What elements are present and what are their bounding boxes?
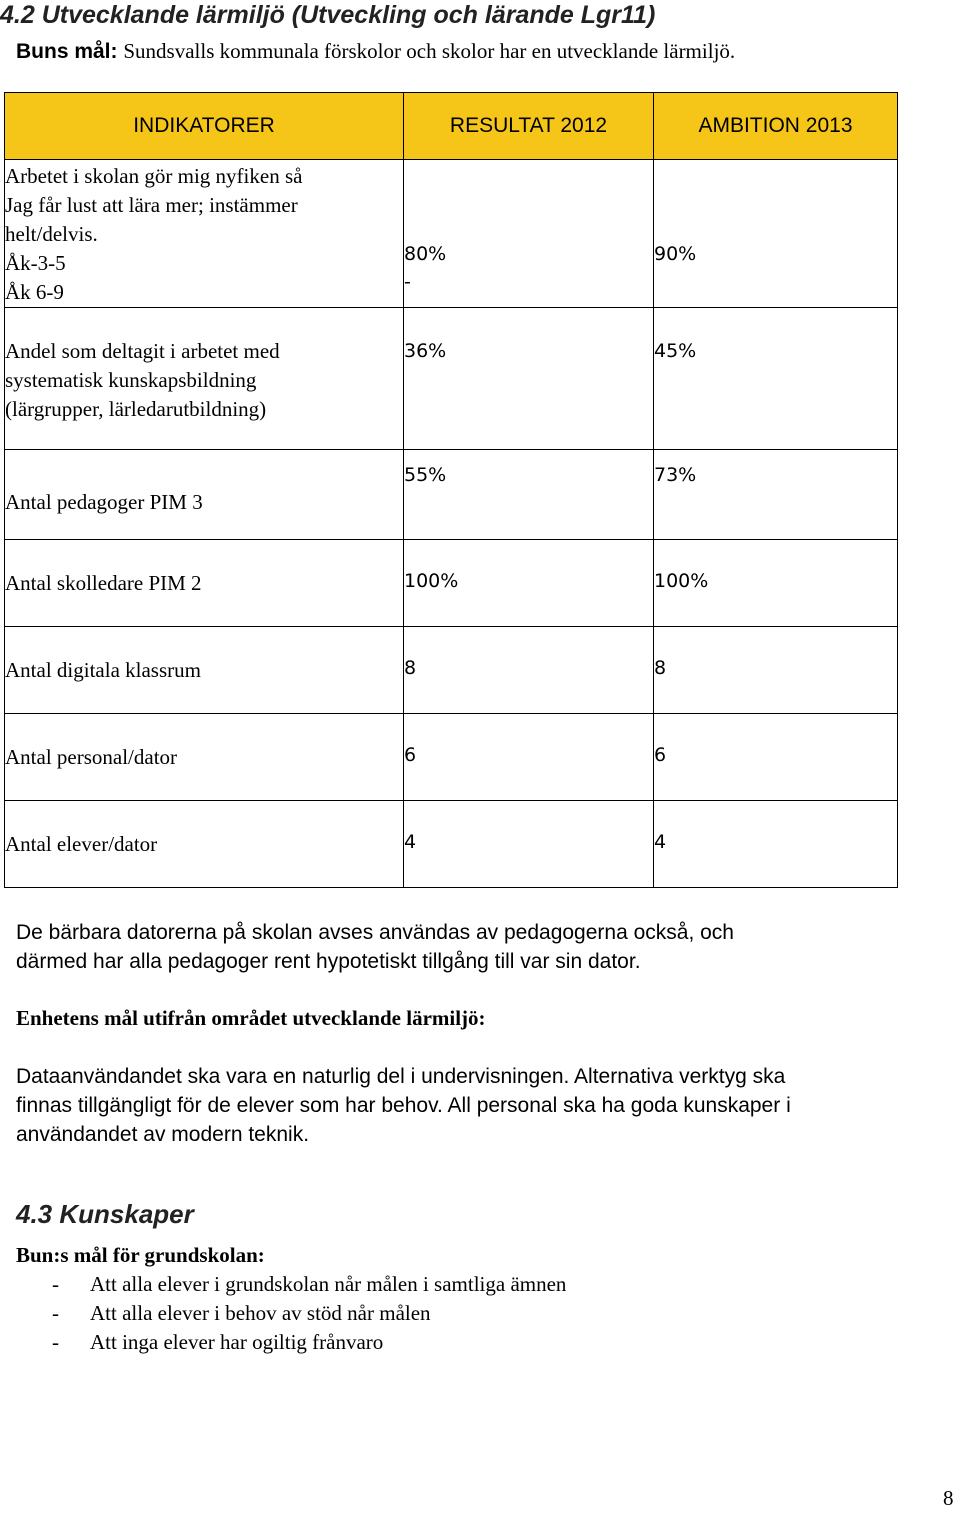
page-number: 8 — [943, 1486, 954, 1510]
result-value: 36% — [404, 340, 447, 362]
unit-goal-line: användandet av modern teknik. — [16, 1123, 310, 1146]
table-row — [5, 714, 898, 801]
header-indicators: INDIKATORER — [5, 93, 404, 160]
result-cell — [404, 801, 654, 888]
result-value: - — [404, 271, 411, 293]
ambition-value: 6 — [654, 744, 667, 766]
list-item — [52, 1328, 566, 1357]
note-paragraph — [16, 918, 916, 976]
indicator-cell — [5, 540, 404, 627]
note-line: därmed har alla pedagoger rent hypotetiskt tillgång till var sin dator. — [16, 950, 641, 973]
unit-goal-line: finnas tillgängligt för de elever som har behov. All personal ska ha goda kunskaper i — [16, 1094, 791, 1117]
result-value: 4 — [404, 831, 417, 853]
indicator-cell — [5, 801, 404, 888]
note-line: De bärbara datorerna på skolan avses användas av pedagogerna också, och — [16, 921, 734, 944]
result-cell — [404, 160, 654, 308]
goal-line — [16, 38, 735, 65]
result-value: 6 — [404, 744, 417, 766]
section-title: 4.2 Utvecklande lärmiljö (Utveckling och lärande Lgr11) — [0, 1, 656, 29]
ambition-cell — [654, 308, 898, 450]
indicator-line: Antal elever/dator — [5, 832, 158, 856]
table-row — [5, 540, 898, 627]
indicator-line: Antal pedagoger PIM 3 — [5, 490, 203, 514]
goal-label: Buns mål: — [16, 40, 118, 63]
unit-goal-line: Dataanvändandet ska vara en naturlig del i undervisningen. Alternativa verktyg ska — [16, 1065, 786, 1088]
header-result-2012: RESULTAT 2012 — [404, 93, 654, 160]
result-cell — [404, 308, 654, 450]
indicator-line: Antal digitala klassrum — [5, 658, 201, 682]
indicator-table — [4, 92, 898, 888]
indicator-line: helt/delvis. — [5, 222, 98, 246]
list-item-text: Att alla elever i behov av stöd når målen — [90, 1301, 431, 1325]
indicator-line: Åk-3-5 — [5, 251, 66, 275]
ambition-value: 45% — [654, 340, 697, 362]
result-cell — [404, 714, 654, 801]
list-bullet: - — [52, 1301, 59, 1325]
result-cell — [404, 450, 654, 540]
table-row — [5, 450, 898, 540]
unit-goal-paragraph — [16, 1062, 951, 1149]
indicator-cell — [5, 450, 404, 540]
list-item — [52, 1270, 566, 1299]
ambition-value: 90% — [654, 243, 697, 265]
ambition-cell — [654, 714, 898, 801]
list-bullet: - — [52, 1330, 59, 1354]
table-row — [5, 627, 898, 714]
table-row — [5, 801, 898, 888]
knowledge-title: 4.3 Kunskaper — [16, 1199, 194, 1229]
indicator-line: systematisk kunskapsbildning — [5, 368, 257, 392]
indicator-line: Arbetet i skolan gör mig nyfiken så — [5, 164, 303, 188]
list-item-text: Att alla elever i grundskolan når målen i samtliga ämnen — [90, 1272, 567, 1296]
result-value: 100% — [404, 570, 459, 592]
ambition-value: 8 — [654, 657, 667, 679]
indicator-line: (lärgrupper, lärledarutbildning) — [5, 397, 267, 421]
table-row — [5, 160, 898, 308]
indicator-cell — [5, 627, 404, 714]
indicator-cell — [5, 714, 404, 801]
indicator-line: Antal personal/dator — [5, 745, 178, 769]
list-item-text: Att inga elever har ogiltig frånvaro — [90, 1330, 384, 1354]
ambition-value: 4 — [654, 831, 667, 853]
header-ambition-2013: AMBITION 2013 — [654, 93, 898, 160]
result-cell — [404, 627, 654, 714]
list-item — [52, 1299, 566, 1328]
ambition-cell — [654, 450, 898, 540]
table-header-row — [5, 93, 898, 160]
ambition-value: 100% — [654, 570, 709, 592]
result-cell — [404, 540, 654, 627]
ambition-cell — [654, 160, 898, 308]
result-value: 80% — [404, 243, 447, 265]
indicator-cell — [5, 160, 404, 308]
ambition-cell — [654, 801, 898, 888]
table-row — [5, 308, 898, 450]
indicator-cell — [5, 308, 404, 450]
bun-goal-heading: Bun:s mål för grundskolan: — [16, 1243, 265, 1267]
indicator-line: Andel som deltagit i arbetet med — [5, 339, 280, 363]
goal-text: Sundsvalls kommunala förskolor och skolor har en utvecklande lärmiljö. — [123, 39, 736, 63]
indicator-line: Antal skolledare PIM 2 — [5, 571, 202, 595]
ambition-cell — [654, 627, 898, 714]
unit-goal-heading: Enhetens mål utifrån området utvecklande lärmiljö: — [16, 1006, 486, 1030]
indicator-line: Åk 6-9 — [5, 280, 64, 304]
result-value: 55% — [404, 464, 447, 486]
bun-goal-list — [52, 1270, 566, 1357]
indicator-line: Jag får lust att lära mer; instämmer — [5, 193, 298, 217]
ambition-cell — [654, 540, 898, 627]
ambition-value: 73% — [654, 464, 697, 486]
list-bullet: - — [52, 1272, 59, 1296]
result-value: 8 — [404, 657, 417, 679]
